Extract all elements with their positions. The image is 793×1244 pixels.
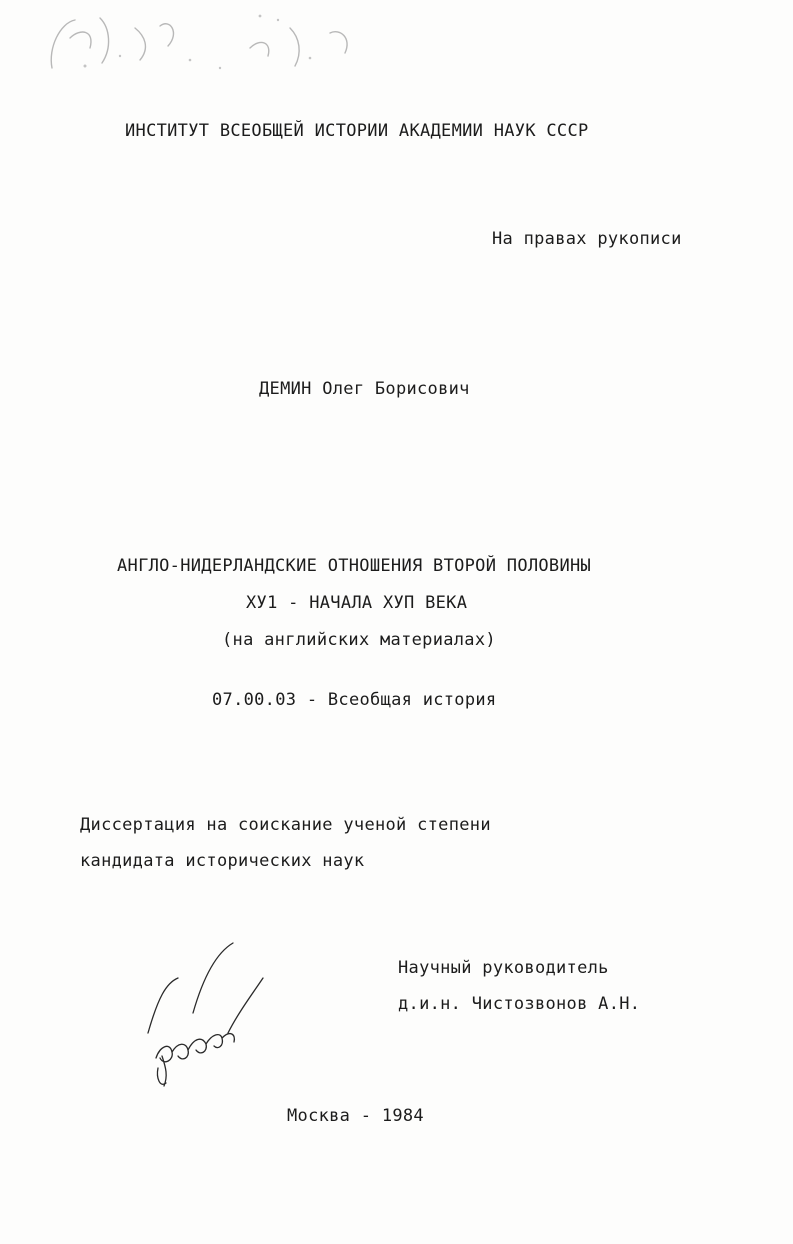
degree-line-1: Диссертация на соискание ученой степени <box>80 815 491 835</box>
institute-name: ИНСТИТУТ ВСЕОБЩЕЙ ИСТОРИИ АКАДЕМИИ НАУК СССР <box>125 121 589 141</box>
dissertation-title-line-3: (на английских материалах) <box>222 630 496 650</box>
advisor-name: д.и.н. Чистозвонов А.Н. <box>398 994 641 1014</box>
author-name: ДЕМИН Олег Борисович <box>259 379 470 399</box>
faded-stamp-marks <box>40 8 370 78</box>
advisor-label: Научный руководитель <box>398 958 609 978</box>
dissertation-title-line-2: ХУ1 - НАЧАЛА ХУП ВЕКА <box>246 593 468 613</box>
degree-line-2: кандидата исторических наук <box>80 851 365 871</box>
dissertation-title-line-1: АНГЛО-НИДЕРЛАНДСКИЕ ОТНОШЕНИЯ ВТОРОЙ ПОЛОВИНЫ <box>117 556 592 576</box>
place-and-year: Москва - 1984 <box>287 1106 424 1126</box>
handwritten-signature <box>138 938 278 1098</box>
manuscript-rights-note: На правах рукописи <box>492 229 682 249</box>
specialty-code: 07.00.03 - Всеобщая история <box>212 690 497 710</box>
